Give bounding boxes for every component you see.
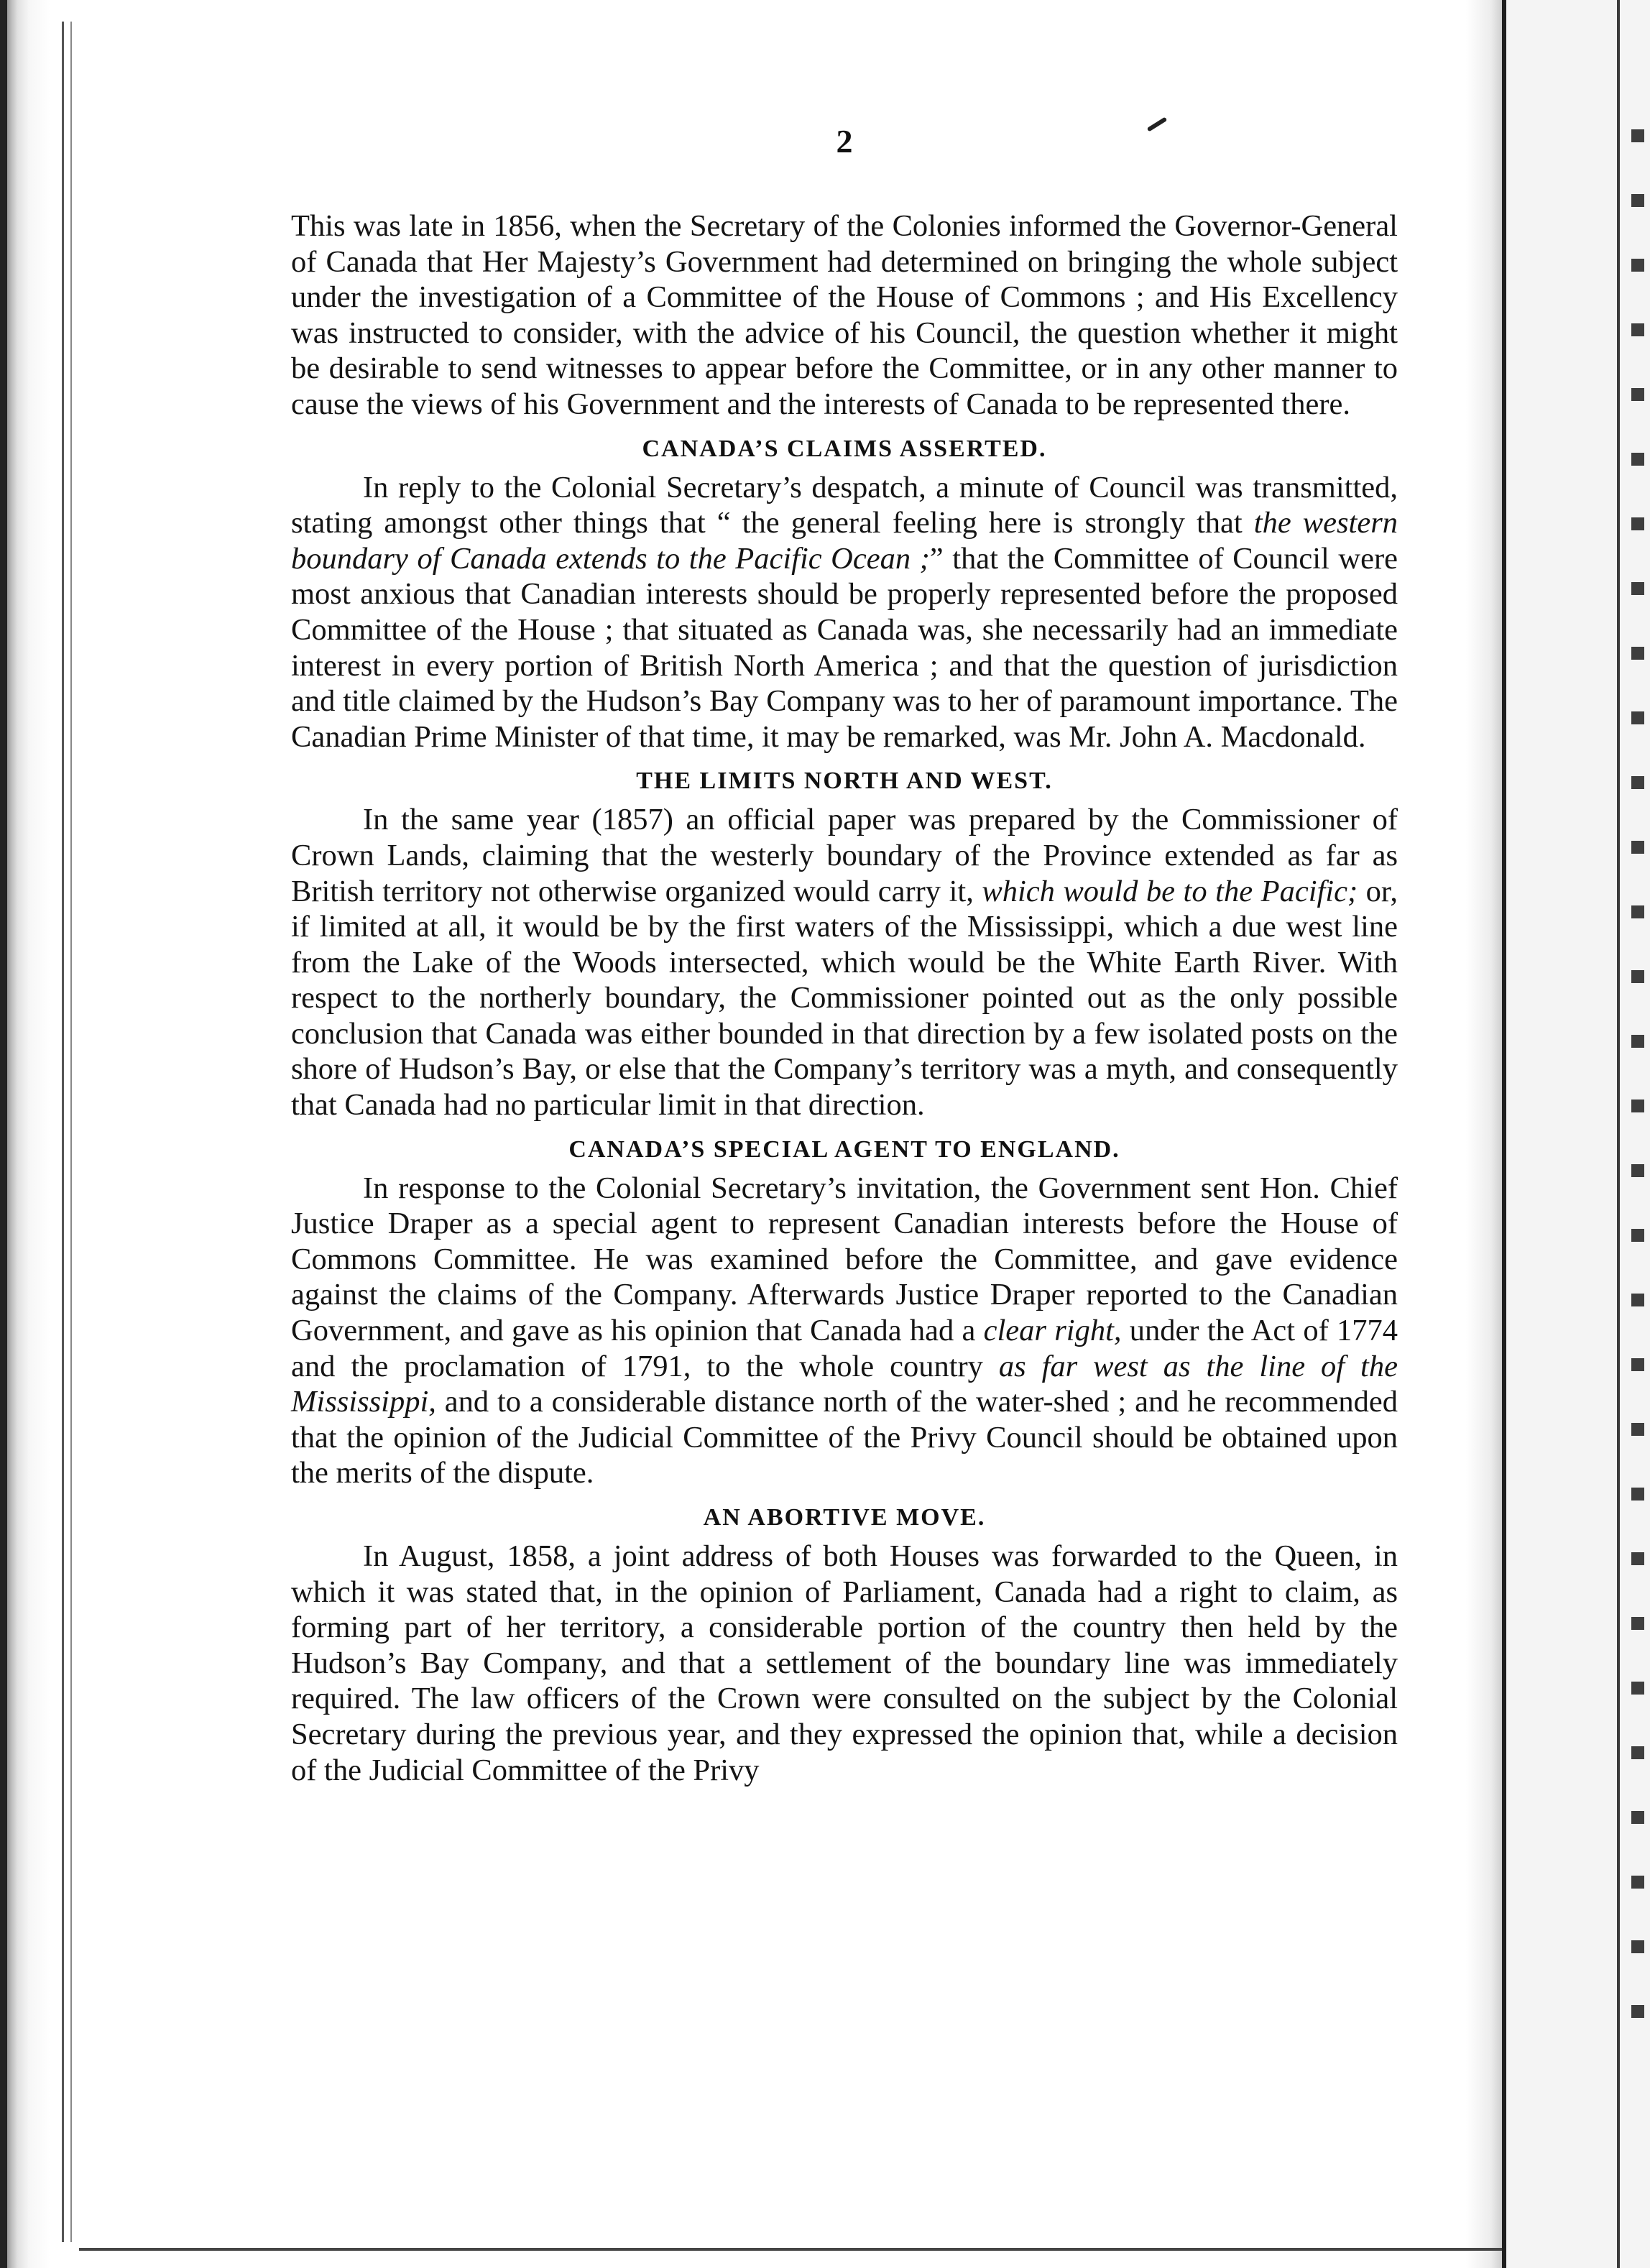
right-margin-shadow — [1466, 0, 1502, 2268]
paragraph-text: or, if limited at all, it would be by the first waters of the Mississippi, which a due west line from the Lake of the Woods intersected, which would be the White Earth River. With respect to the northerly boundary, the Commissioner pointed out as the only possible conclusion that Canada was either bounded in that direction by a few isolated posts on the shore of Hudson’s Bay, or else that the Company’s territory was a myth, and consequently that Canada had no particular limit in that direction. — [291, 874, 1398, 1123]
section-heading-limits: THE LIMITS NORTH AND WEST. — [636, 767, 1053, 795]
section-paragraph-abortive: In August, 1858, a joint address of both Houses was forwarded to the Queen, in which it was stated that, in the opinion of Parliament, Canada had a right to claim, as forming part of her territory, a considerable portion of the country then held by the Hudson’s Bay Company, and that a settlement of the boundary line was immediately required. The law officers of the Crown were consulted on the subject by the Colonial Secretary during the previous year, and they expressed the opinion that, while a decision of the Judicial Committee of the Privy — [291, 1539, 1398, 1787]
paragraph-italic-text: clear right, — [983, 1314, 1122, 1348]
section-paragraph-claims — [291, 470, 1398, 755]
paragraph-text: under the Act of 1774 and the proclamation of 1791, to the whole country — [291, 1314, 1398, 1383]
left-margin-shadow — [7, 0, 79, 2268]
bottom-page-edge — [79, 2248, 1502, 2251]
left-page-stack-line — [62, 22, 64, 2242]
section-paragraph-limits — [291, 802, 1398, 1123]
paragraph-text: ” that the Committee of Council were most anxious that Canadian interests should be properly represented before the proposed Committee of the House ; that situated as Canada was, she necessarily had an immediate interest in every portion of British North America ; and that the question of jurisdiction and title claimed by the Hudson’s Bay Company was to her of paramount importance. The Canadian Prime Minister of that time, it may be remarked, was Mr. John A. Macdonald. — [291, 541, 1398, 754]
body-text — [291, 208, 1398, 1788]
page-number: 2 — [836, 123, 853, 160]
paragraph-text: In the same year (1857) an official paper was prepared by the Commissioner of Crown Lands, claiming that the westerly boundary of the Province extended as far as British territory not otherwise organized would carry it, — [291, 803, 1398, 908]
paragraph-text: and to a considerable distance north of the water-shed ; and he recommended that the opinion of the Judicial Committee of the Privy Council should be obtained upon the merits of the dispute. — [291, 1385, 1398, 1490]
adjacent-page-strip — [1506, 0, 1650, 2268]
paragraph-text: In reply to the Colonial Secretary’s despatch, a minute of Council was transmitted, stating amongst other things that “ the general feeling here is strongly that — [291, 470, 1398, 540]
adjacent-page-marks — [1631, 129, 1644, 2070]
paragraph-italic-text: as far west as the line of the Mississippi, — [291, 1349, 1398, 1419]
intro-paragraph: This was late in 1856, when the Secretary of the Colonies informed the Governor-General of Canada that Her Majesty’s Government had determined on bringing the whole subject under the investigation of a Committee of the House of Commons ; and His Excellency was instructed to consider, with the advice of his Council, the question whether it might be desirable to send witnesses to appear before the Committee, or in any other manner to cause the views of his Government and the interests of Canada to be represented there. — [291, 209, 1398, 421]
section-paragraph-agent — [291, 1171, 1398, 1491]
paragraph-italic-text: the western boundary of Canada extends to the Pacific Ocean ; — [291, 506, 1398, 576]
left-page-stack-line-inner — [70, 22, 72, 2242]
paragraph-italic-text: which would be to the Pacific; — [982, 874, 1358, 908]
section-heading-abortive: AN ABORTIVE MOVE. — [703, 1504, 986, 1531]
section-heading-agent: CANADA’S SPECIAL AGENT TO ENGLAND. — [568, 1135, 1120, 1163]
adjacent-page-line — [1617, 0, 1620, 2268]
section-heading-claims: CANADA’S CLAIMS ASSERTED. — [642, 435, 1047, 462]
paragraph-text: In response to the Colonial Secretary’s invitation, the Government sent Hon. Chief Justice Draper as a special agent to represent Canadian interests before the House of Commons Committee. He was examined before the Committee, and gave evidence against the claims of the Company. Afterwards Justice Draper reported to the Canadian Government, and gave as his opinion that Canada had a — [291, 1171, 1398, 1348]
left-binding-edge — [0, 0, 7, 2268]
